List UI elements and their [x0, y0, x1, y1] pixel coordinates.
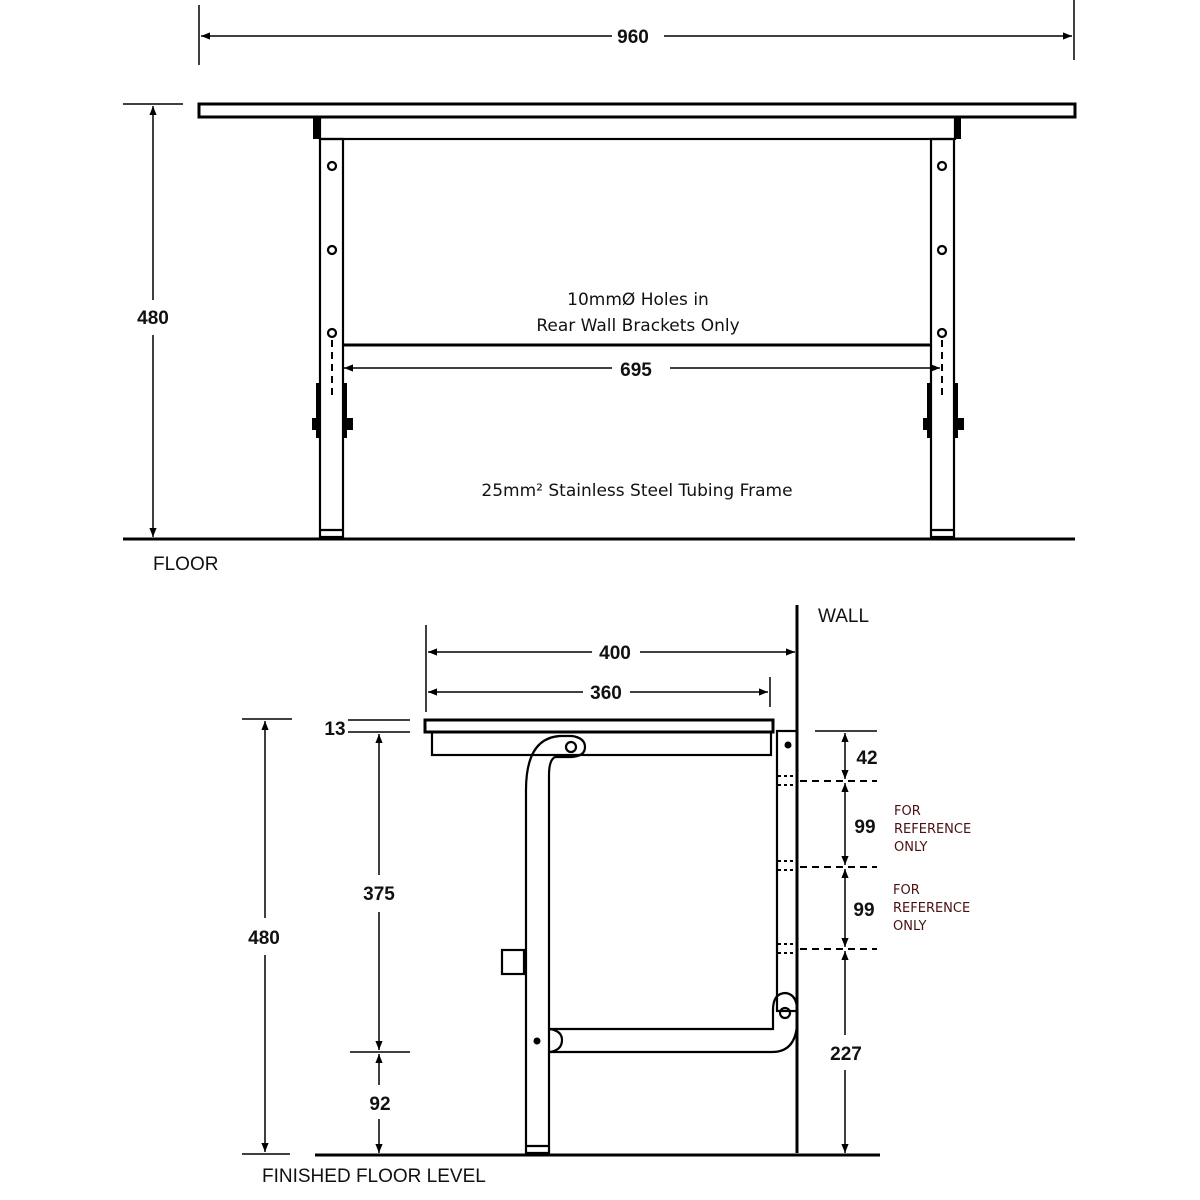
dim-92: 92	[369, 1094, 391, 1115]
side-rear-bracket	[550, 731, 797, 1052]
holes-note-line2: Rear Wall Brackets Only	[536, 316, 740, 336]
floor-label: FLOOR	[153, 554, 219, 575]
front-view	[123, 0, 1075, 575]
svg-text:ONLY: ONLY	[894, 840, 928, 855]
wall-label: WALL	[818, 606, 870, 627]
holes-note-line1: 10mmØ Holes in	[567, 290, 709, 310]
dimension-side-height	[242, 719, 292, 1154]
side-front-leg	[502, 736, 585, 1153]
dim-695: 695	[620, 360, 652, 381]
seat-top	[199, 104, 1075, 117]
dim-42: 42	[856, 748, 878, 769]
dimension-front-height	[123, 104, 183, 537]
frame-note: 25mm² Stainless Steel Tubing Frame	[481, 481, 793, 501]
left-leg	[312, 117, 353, 537]
seat-apron	[320, 117, 955, 139]
side-view	[242, 605, 971, 1187]
dim-480-side: 480	[248, 928, 280, 949]
dim-375: 375	[363, 884, 395, 905]
dimension-seat-thickness	[324, 719, 410, 740]
svg-text:FOR: FOR	[893, 883, 920, 898]
dim-400: 400	[599, 643, 631, 664]
dim-360: 360	[590, 683, 622, 704]
dimension-bracket-offsets	[800, 731, 878, 1153]
svg-text:REFERENCE: REFERENCE	[893, 901, 971, 916]
dimension-inner-span	[344, 360, 940, 381]
side-seat-top	[425, 720, 773, 732]
finished-floor-label: FINISHED FLOOR LEVEL	[262, 1166, 486, 1187]
dim-227: 227	[830, 1044, 862, 1065]
svg-text:REFERENCE: REFERENCE	[894, 822, 972, 837]
right-leg	[923, 117, 964, 537]
reference-note-upper	[894, 804, 971, 855]
dimension-overall-width	[199, 0, 1074, 65]
dim-960: 960	[617, 27, 649, 48]
dim-99-upper: 99	[854, 817, 876, 838]
dim-480-front: 480	[137, 308, 169, 329]
dim-13: 13	[324, 719, 346, 740]
reference-note-lower	[893, 883, 970, 934]
svg-text:FOR: FOR	[894, 804, 921, 819]
side-seat-apron	[432, 732, 771, 755]
svg-text:ONLY: ONLY	[893, 919, 927, 934]
dim-99-lower: 99	[853, 900, 875, 921]
dimension-under-seat	[350, 734, 410, 1153]
dimension-depth	[426, 625, 795, 712]
